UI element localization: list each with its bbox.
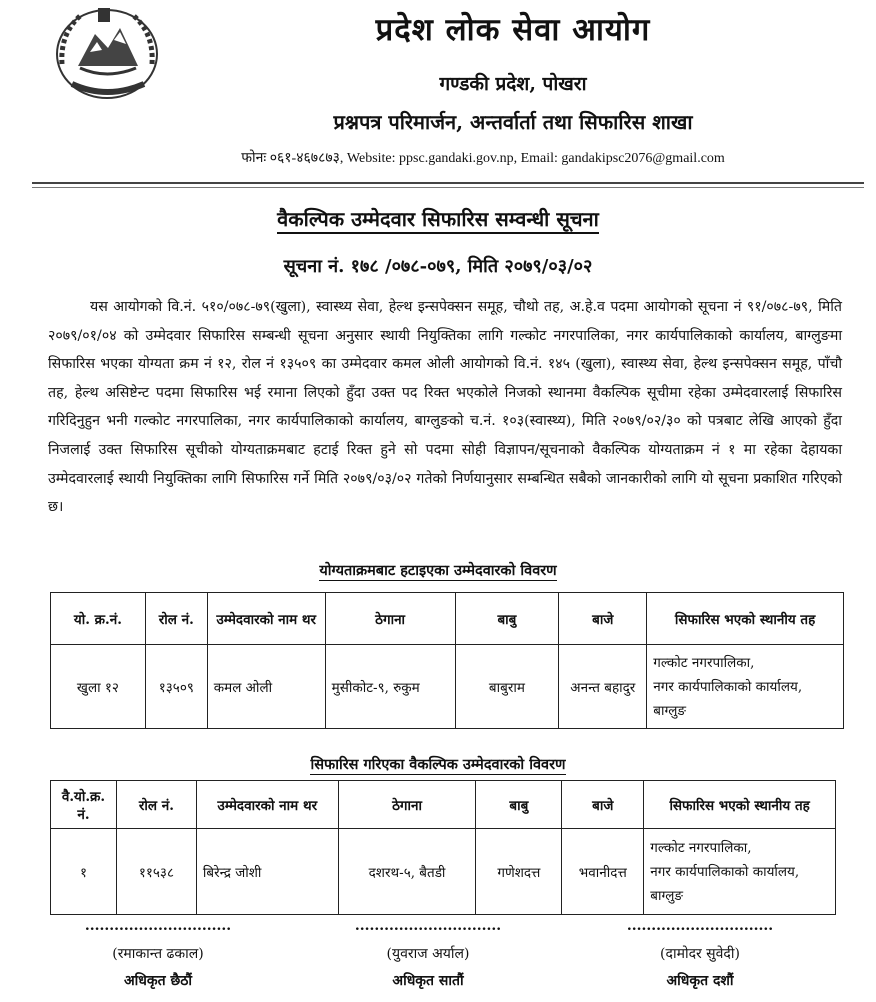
- header-divider: [32, 182, 864, 184]
- notice-body: यस आयोगको वि.नं. ५१०/०७८-७९(खुला), स्वास्थ्य सेवा, हेल्थ इन्सपेक्सन समूह, चौथो तह, अ.हे.व पदमा आयोगको सूचना नं ९१/०७८-७९, मिति २०७९/०१/०४ को उम्मेदवार सिफारिस सम्बन्धी सूचना अनुसार स्थायी नियुक्तिका लागि गल्कोट नगरपालिका, नगर कार्यपालिकाको कार्यालय, बाग्लुङमा सिफारिस भएका योग्यता क्रम नं १२, रोल नं १३५०९ का उम्मेदवार कमल ओली आयोगको वि.नं. १४५ (खुला), स्वास्थ्य सेवा, हेल्थ इन्सपेक्सन समूह, पाँचौ तह, हेल्थ असिष्टेन्ट पदमा सिफारिस भई रमाना लिएको हुँदा उक्त पद रिक्त भएकोले निजको स्थानमा वैकल्पिक सूचीमा रहेका उम्मेदवारलाई सिफारिस गरिदिनुहुन भनी गल्कोट नगरपालिका, नगर कार्यपालिकाको कार्यालय, बाग्लुङको च.नं. १०३(स्वास्थ्य), मिति २०७९/०२/३० को पत्रबाट लेखि आएको हुँदा निजलाई उक्त सिफारिस सूचीको योग्यताक्रमबाट हटाई रिक्त हुने सो पदमा सोही विज्ञापन/सूचनाको वैकल्पिक योग्यताक्रम नं १ मा रहेका देहायका उम्मेदवारलाई स्थायी नियुक्तिका लागि सिफारिस गर्ने मिति २०७९/०३/०२ गतेको निर्णयानुसार सम्बन्धित सबैको जानकारीको लागि यो सूचना प्रकाशित गरिएको छ।: [48, 299, 842, 516]
- cell-grandfather: अनन्त बहादुर: [559, 645, 647, 729]
- col-roll: रोल नं.: [145, 593, 207, 645]
- col-rank: वै.यो.क्र. नं.: [51, 781, 117, 829]
- table-header-row: [51, 593, 844, 645]
- cell-roll: ११५३८: [116, 829, 196, 915]
- col-name: उम्मेदवारको नाम थर: [207, 593, 325, 645]
- commission-title: प्रदेश लोक सेवा आयोग: [375, 12, 651, 48]
- cell-grandfather: भवानीदत्त: [562, 829, 644, 915]
- col-father: बाबु: [455, 593, 559, 645]
- cell-address: दशरथ-५, बैतडी: [338, 829, 476, 915]
- cell-local-body: [647, 645, 844, 729]
- notice-title: वैकल्पिक उम्मेदवार सिफारिस सम्वन्धी सूचना: [0, 205, 876, 232]
- signatory-name: (दामोदर सुवेदी): [660, 946, 740, 962]
- province-name: गण्डकी प्रदेश, पोखरा: [439, 73, 587, 95]
- col-grandfather: बाजे: [562, 781, 644, 829]
- signatory-name: (युवराज अर्याल): [386, 946, 470, 962]
- cell-rank: १: [51, 829, 117, 915]
- local-body-line: बाग्लुङ: [650, 887, 684, 904]
- recommended-section-title: सिफारिस गरिएका वैकल्पिक उम्मेदवारको विवरण: [310, 756, 566, 773]
- signatory-post: अधिकृत छैठौं: [123, 973, 193, 989]
- signature-line: ..............................: [354, 918, 502, 934]
- cell-name: बिरेन्द्र जोशी: [196, 829, 338, 915]
- header-divider-thin: [32, 187, 864, 188]
- col-rank: यो. क्र.नं.: [51, 593, 146, 645]
- col-name: उम्मेदवारको नाम थर: [196, 781, 338, 829]
- recommended-candidate-table: [50, 780, 836, 915]
- cell-local-body: [644, 829, 836, 915]
- col-father: बाबु: [476, 781, 562, 829]
- signatory-post: अधिकृत दशौं: [666, 973, 734, 989]
- cell-father: बाबुराम: [455, 645, 559, 729]
- cell-father: गणेशदत्त: [476, 829, 562, 915]
- col-local-body: सिफारिस भएको स्थानीय तह: [647, 593, 844, 645]
- local-body-line: गल्कोट नगरपालिका,: [650, 839, 752, 856]
- signature-line: ..............................: [84, 918, 232, 934]
- notice-reference: सूचना नं. १७८ /०७८-०७९, मिति २०७९/०३/०२: [283, 256, 593, 277]
- signature-block-2: [318, 918, 538, 990]
- table-header-row: [51, 781, 836, 829]
- table-row: [51, 645, 844, 729]
- local-body-line: नगर कार्यपालिकाको कार्यालय,: [650, 863, 800, 880]
- cell-address: मुसीकोट-९, रुकुम: [325, 645, 455, 729]
- cell-roll: १३५०९: [145, 645, 207, 729]
- col-local-body: सिफारिस भएको स्थानीय तह: [644, 781, 836, 829]
- signatory-post: अधिकृत सातौं: [392, 973, 464, 989]
- cell-rank: खुला १२: [51, 645, 146, 729]
- signatory-name: (रमाकान्त ढकाल): [112, 946, 204, 962]
- table-row: [51, 829, 836, 915]
- signature-line: ..............................: [626, 918, 774, 934]
- col-address: ठेगाना: [325, 593, 455, 645]
- signature-block-3: [590, 918, 810, 990]
- nepal-emblem-icon: [50, 4, 165, 104]
- letterhead: [0, 0, 876, 190]
- local-body-line: बाग्लुङ: [653, 702, 686, 719]
- cell-name: कमल ओली: [207, 645, 325, 729]
- local-body-line: गल्कोट नगरपालिका,: [653, 654, 755, 671]
- removed-candidate-table: [50, 592, 844, 729]
- col-address: ठेगाना: [338, 781, 476, 829]
- removed-section-title: योग्यताक्रमबाट हटाइएका उम्मेदवारको विवरण: [319, 562, 557, 579]
- signature-block-1: [48, 918, 268, 990]
- branch-name: प्रश्नपत्र परिमार्जन, अन्तर्वार्ता तथा सिफारिस शाखा: [333, 110, 693, 134]
- col-grandfather: बाजे: [559, 593, 647, 645]
- contact-line: फोनः ०६१-४६७८७३, Website: ppsc.gandaki.gov.np, Email: gandakipsc2076@gmail.com: [241, 151, 725, 166]
- local-body-line: नगर कार्यपालिकाको कार्यालय,: [653, 678, 803, 695]
- col-roll: रोल नं.: [116, 781, 196, 829]
